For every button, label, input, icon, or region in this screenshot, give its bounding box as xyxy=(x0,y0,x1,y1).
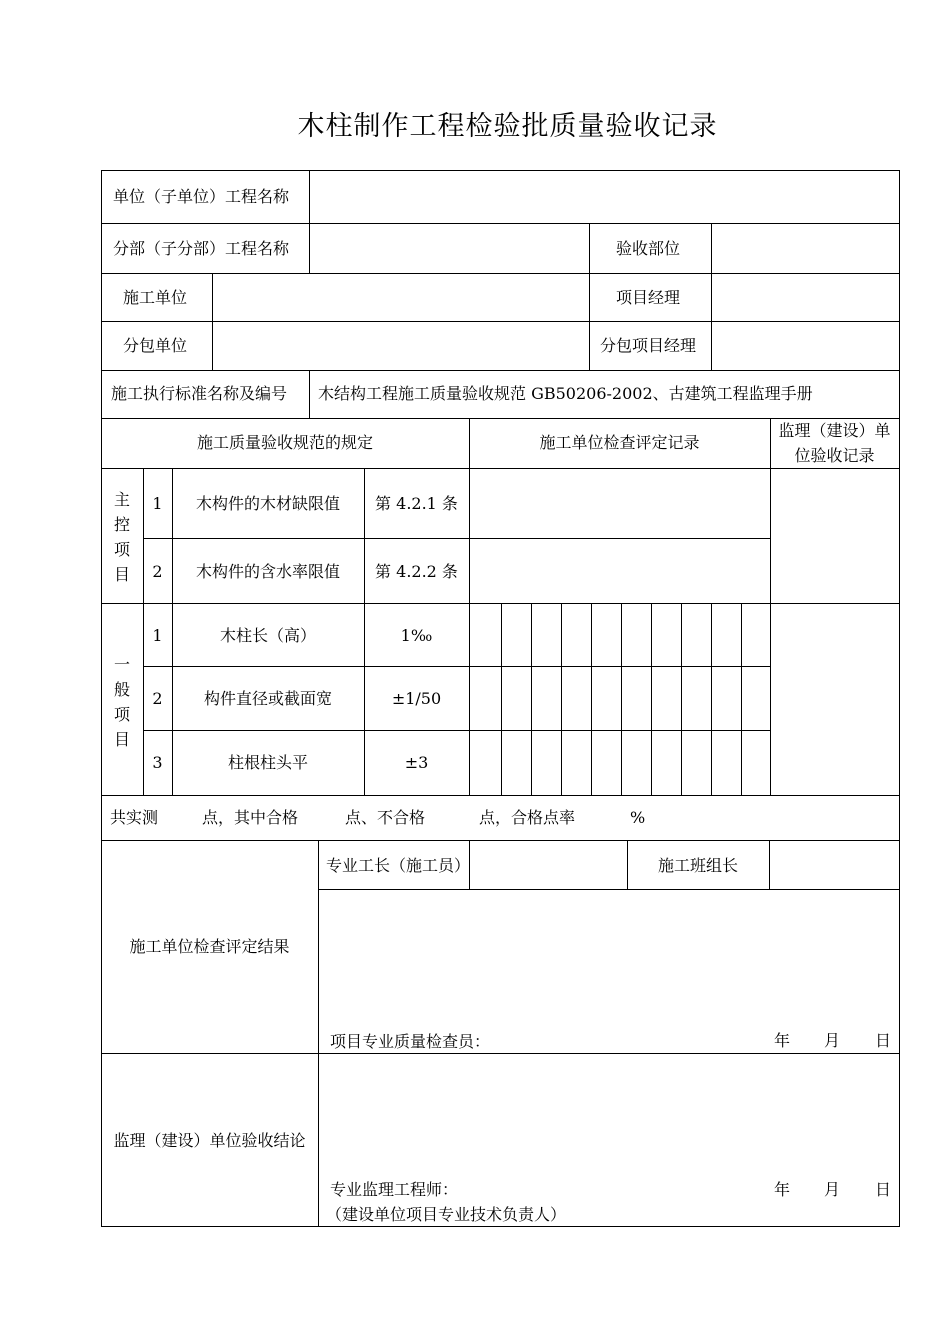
table-line xyxy=(899,170,900,1227)
table-line xyxy=(101,1053,900,1054)
summary-unqualified: 点、不合格 xyxy=(345,808,426,827)
summary-measured: 共实测 xyxy=(110,808,159,827)
summary-rate: 点，合格点率 xyxy=(479,808,576,827)
supervision-engineer-label: 专业监理工程师： xyxy=(330,1180,459,1199)
page-title: 木柱制作工程检验批质量验收记录 xyxy=(297,111,718,142)
table-line xyxy=(101,418,900,419)
table-line xyxy=(469,418,470,796)
month-label: 月 xyxy=(824,1180,841,1199)
table-line xyxy=(591,603,592,796)
item-name: 木柱长（高） xyxy=(219,626,316,645)
standard-label: 施工执行标准名称及编号 xyxy=(111,384,288,403)
table-line xyxy=(621,603,622,796)
table-line xyxy=(769,840,770,890)
table-line xyxy=(101,170,102,1227)
item-name: 柱根柱头平 xyxy=(227,753,308,772)
table-line xyxy=(143,538,770,539)
table-line xyxy=(101,468,900,469)
table-line xyxy=(101,840,900,841)
supervision-result-label: 监理（建设）单位验收结论 xyxy=(113,1131,306,1150)
table-line xyxy=(143,666,770,667)
item-number: 2 xyxy=(152,562,163,581)
month-label: 月 xyxy=(824,1031,841,1050)
table-line xyxy=(318,840,319,1227)
group-label-char: 般 xyxy=(113,680,130,699)
table-line xyxy=(531,603,532,796)
summary-qualified: 点，其中合格 xyxy=(202,808,299,827)
table-line xyxy=(101,223,900,224)
summary-percent: % xyxy=(630,808,646,827)
unit-project-label: 单位（子单位）工程名称 xyxy=(113,187,290,206)
table-line xyxy=(101,170,900,171)
spec-column-heading: 施工质量验收规范的规定 xyxy=(196,433,373,452)
item-name: 构件直径或截面宽 xyxy=(203,689,332,708)
supervision-engineer-note: （建设单位项目专业技术负责人） xyxy=(326,1205,567,1224)
acceptance-part-label: 验收部位 xyxy=(616,239,681,258)
table-line xyxy=(711,223,712,371)
day-label: 日 xyxy=(875,1031,892,1050)
group-label-char: 项 xyxy=(113,540,130,559)
item-name: 木构件的木材缺限值 xyxy=(195,494,340,513)
team-leader-label: 施工班组长 xyxy=(657,856,738,875)
standard-value: 木结构工程施工质量验收规范 GB50206-2002、古建筑工程监理手册 xyxy=(318,384,813,403)
day-label: 日 xyxy=(875,1180,892,1199)
table-line xyxy=(309,170,310,274)
supervision-record-heading-line2: 位验收记录 xyxy=(794,446,875,465)
item-reference: 1‰ xyxy=(400,626,433,645)
table-line xyxy=(318,889,900,890)
group-label-char: 一 xyxy=(113,655,130,674)
table-line xyxy=(501,603,502,796)
table-line xyxy=(711,603,712,796)
table-line xyxy=(101,273,900,274)
group-label-char: 目 xyxy=(113,565,130,584)
construction-record-heading: 施工单位检查评定记录 xyxy=(539,433,700,452)
item-reference: 第 4.2.2 条 xyxy=(375,562,458,581)
table-line xyxy=(101,321,900,322)
table-line xyxy=(212,273,213,371)
sub-project-label: 分部（子分部）工程名称 xyxy=(113,239,290,258)
supervision-record-heading-line1: 监理（建设）单 xyxy=(778,421,891,440)
subcontract-manager-label: 分包项目经理 xyxy=(600,336,697,355)
item-number: 3 xyxy=(152,753,163,772)
quality-inspector-label: 项目专业质量检查员： xyxy=(330,1032,491,1051)
construction-unit-label: 施工单位 xyxy=(123,288,188,307)
group-label-char: 目 xyxy=(113,730,130,749)
item-name: 木构件的含水率限值 xyxy=(195,562,340,581)
item-reference: 第 4.2.1 条 xyxy=(375,494,458,513)
table-line xyxy=(101,370,900,371)
foreman-label: 专业工长（施工员） xyxy=(326,856,471,875)
item-reference: ±1/50 xyxy=(391,689,442,708)
group-label-char: 项 xyxy=(113,705,130,724)
table-line xyxy=(143,730,770,731)
item-number: 2 xyxy=(152,689,163,708)
item-number: 1 xyxy=(152,626,163,645)
table-line xyxy=(589,223,590,371)
table-line xyxy=(101,1226,900,1227)
item-reference: ±3 xyxy=(404,753,429,772)
table-line xyxy=(770,418,771,796)
table-line xyxy=(561,603,562,796)
group-label-char: 主 xyxy=(113,490,130,509)
construction-result-label: 施工单位检查评定结果 xyxy=(129,937,290,956)
year-label: 年 xyxy=(774,1180,791,1199)
item-number: 1 xyxy=(152,494,163,513)
table-line xyxy=(309,370,310,419)
subcontract-unit-label: 分包单位 xyxy=(123,336,188,355)
table-line xyxy=(681,603,682,796)
year-label: 年 xyxy=(774,1031,791,1050)
project-manager-label: 项目经理 xyxy=(616,288,681,307)
group-label-char: 控 xyxy=(113,515,130,534)
table-line xyxy=(651,603,652,796)
table-line xyxy=(741,603,742,796)
